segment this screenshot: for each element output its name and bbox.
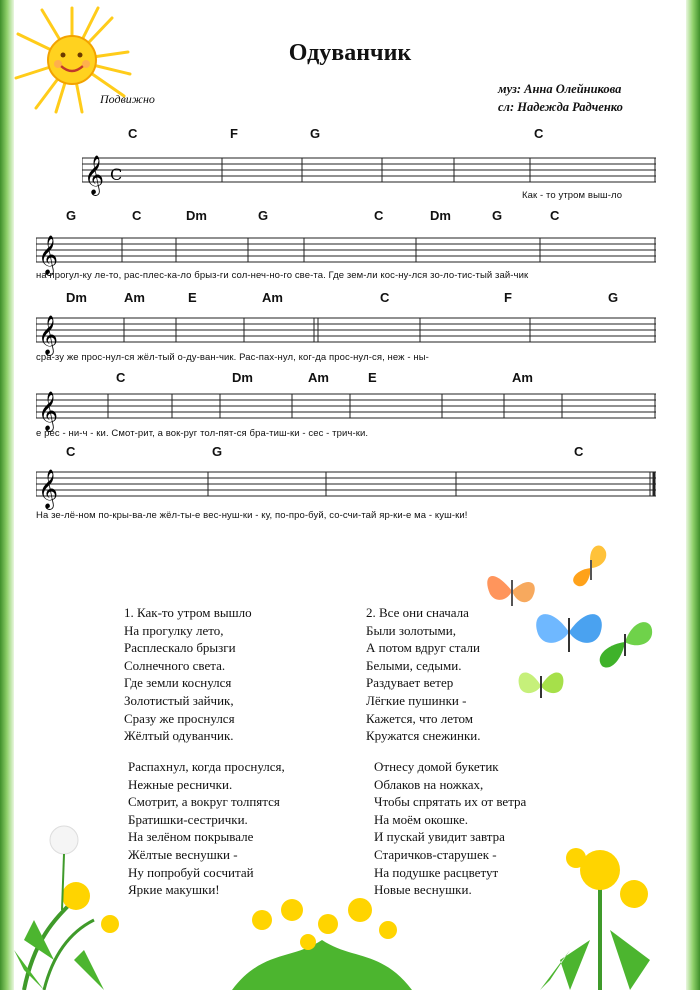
svg-text:𝄞: 𝄞 — [84, 155, 105, 195]
verse-line: Ну попробуй сосчитай — [128, 864, 254, 880]
verse-line: Где земли коснулся — [124, 675, 232, 691]
music-credit: муз: Анна Олейникова — [498, 82, 622, 96]
verse-line: Смотрит, а вокруг толпятся — [128, 794, 280, 810]
verse-line: Были золотыми, — [366, 622, 456, 638]
chord-symbol: Am — [512, 370, 533, 385]
chord-symbol: Am — [262, 290, 283, 305]
chord-symbol: Dm — [232, 370, 253, 385]
verse-line: Чтобы спрятать их от ветра — [374, 794, 527, 810]
verse-line: Нежные реснички. — [128, 776, 233, 792]
lyrics-line: сра-зу же прос-нул-ся жёл-тый о-ду-ван-чик. Рас-пах-нул, ког-да прос-нул-ся, неж - ны- — [36, 352, 429, 363]
dandelion-left-illustration — [14, 800, 134, 990]
verse-line: Солнечного света. — [124, 657, 226, 673]
verse-line: 2. Все они сначала — [366, 605, 469, 620]
lyrics-line: На зе-лё-ном по-кры-ва-ле жёл-ты-е вес-нуш-ки - ку, по-про-буй, со-счи-тай яр-ки-е ма - куш-ки! — [36, 510, 468, 521]
song-title: Одуванчик — [288, 40, 412, 66]
staff-1 — [82, 142, 656, 212]
music-system-2 — [36, 208, 656, 288]
chord-symbol: F — [504, 290, 512, 305]
credits — [498, 80, 623, 116]
chord-symbol: Dm — [66, 290, 87, 305]
verse-line: Яркие макушки! — [128, 882, 220, 898]
chord-symbol: E — [188, 290, 197, 305]
verse-1-stanza-1 — [124, 604, 252, 745]
chord-symbol: C — [534, 126, 544, 141]
dandelion-center-illustration — [232, 880, 412, 990]
verse-line: Жёлтые веснушки - — [128, 846, 238, 862]
left-green-border — [0, 0, 14, 990]
chord-symbol: G — [492, 208, 503, 223]
chord-symbol: Dm — [430, 208, 451, 223]
verse-line: Расплескало брызги — [124, 640, 236, 656]
verse-line: Кажется, что летом — [366, 710, 473, 726]
verse-line: 1. Как-то утром вышло — [124, 605, 252, 620]
right-green-border — [686, 0, 700, 990]
music-system-1 — [82, 126, 656, 206]
butterfly-icon — [594, 610, 656, 672]
verse-line: И пускай увидит завтра — [374, 829, 505, 845]
verse-line: Старичков-старушек - — [374, 846, 497, 862]
chord-symbol: Am — [308, 370, 329, 385]
lyrics-line: Как - то утром выш-ло — [522, 190, 623, 201]
chord-symbol: C — [128, 126, 138, 141]
svg-text:𝄞: 𝄞 — [38, 235, 59, 275]
music-system-3 — [36, 290, 656, 370]
verse-line: Отнесу домой букетик — [374, 759, 499, 774]
verse-line: На прогулку лето, — [124, 622, 224, 638]
tempo-marking: Подвижно — [100, 92, 155, 106]
verse-2-stanza-2 — [374, 758, 526, 899]
svg-text:𝄞: 𝄞 — [38, 391, 59, 431]
chord-symbol: C — [374, 208, 384, 223]
chord-symbol: F — [230, 126, 238, 141]
chord-symbol: G — [66, 208, 77, 223]
chord-symbol: C — [550, 208, 560, 223]
verse-line: Новые веснушки. — [374, 882, 472, 898]
verse-line: Сразу же проснулся — [124, 710, 235, 726]
chord-symbol: G — [608, 290, 619, 305]
chord-symbol: G — [212, 444, 223, 459]
verse-line: Распахнул, когда проснулся, — [128, 759, 285, 774]
svg-text:𝄞: 𝄞 — [38, 315, 59, 355]
butterfly-icon — [512, 664, 570, 704]
chord-symbol: C — [116, 370, 126, 385]
chord-symbol: Dm — [186, 208, 207, 223]
verse-line: Лёгкие пушинки - — [366, 692, 467, 708]
chord-symbol: G — [258, 208, 269, 223]
chord-symbol: C — [380, 290, 390, 305]
verse-line: Жёлтый одуванчик. — [124, 728, 234, 744]
verse-line: Облаков на ножках, — [374, 776, 484, 792]
chord-symbol: C — [132, 208, 142, 223]
verse-line: На зелёном покрывале — [128, 829, 254, 845]
music-system-5 — [36, 444, 656, 524]
chord-symbol: E — [368, 370, 377, 385]
verse-line: Братишки-сестрички. — [128, 811, 248, 827]
chord-symbol: C — [66, 444, 76, 459]
verse-2-stanza-1 — [366, 604, 481, 745]
verse-line: На подушке расцветут — [374, 864, 499, 880]
verse-1-stanza-2 — [128, 758, 285, 899]
lyrics-credit: сл: Надежда Радченко — [498, 100, 623, 114]
verse-line: Кружатся снежинки. — [366, 728, 481, 744]
chord-symbol: G — [310, 126, 321, 141]
verse-line: Белыми, седыми. — [366, 657, 462, 673]
verse-line: На моём окошке. — [374, 811, 469, 827]
staff-2 — [36, 224, 656, 294]
butterfly-icon — [566, 540, 616, 590]
lyrics-line: е рес - ни-ч - ки. Смот-рит, а вок-руг тол-пят-ся бра-тиш-ки - сес - трич-ки. — [36, 428, 369, 439]
svg-text:C: C — [110, 165, 123, 184]
verse-line: А потом вдруг стали — [366, 640, 480, 656]
verse-line: Раздувает ветер — [366, 675, 454, 691]
chord-symbol: C — [574, 444, 584, 459]
verse-line: Золотистый зайчик, — [124, 692, 234, 708]
svg-text:𝄞: 𝄞 — [38, 469, 59, 509]
dandelion-right-illustration — [530, 820, 670, 990]
chord-symbol: Am — [124, 290, 145, 305]
music-system-4 — [36, 370, 656, 450]
staff-3 — [36, 306, 656, 376]
lyrics-line: на прогул-ку ле-то, рас-плес-ка-ло брыз-ги сол-неч-но-го све-та. Где зем-ли кос-ну-лся зо-ло-тис-тый зай-чик — [36, 270, 529, 281]
